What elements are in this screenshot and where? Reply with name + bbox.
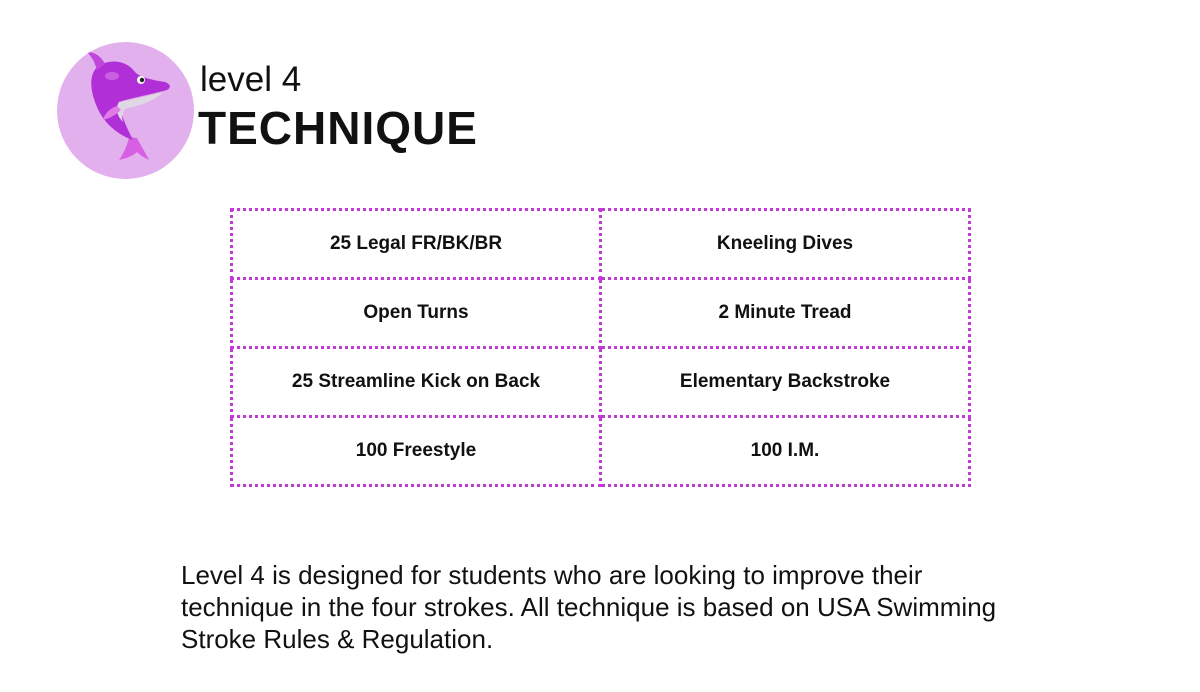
table-cell: 25 Legal FR/BK/BR — [232, 210, 601, 279]
table-cell: Elementary Backstroke — [601, 348, 970, 417]
table-row — [232, 279, 970, 348]
level-subtitle: level 4 — [200, 60, 302, 99]
table-row — [232, 348, 970, 417]
table-row — [232, 210, 970, 279]
table-cell: Kneeling Dives — [601, 210, 970, 279]
table-cell: 2 Minute Tread — [601, 279, 970, 348]
table-cell: 100 Freestyle — [232, 417, 601, 486]
level-description: Level 4 is designed for students who are looking to improve their technique in the four strokes. All technique is based on USA Swimming Stroke Rules & Regulation. — [181, 560, 997, 654]
dolphin-icon — [57, 42, 194, 179]
table-cell: 25 Streamline Kick on Back — [232, 348, 601, 417]
skills-table — [230, 208, 971, 487]
table-cell: 100 I.M. — [601, 417, 970, 486]
table-cell: Open Turns — [232, 279, 601, 348]
dolphin-logo — [57, 42, 194, 179]
page-title: TECHNIQUE — [198, 102, 478, 154]
table-row — [232, 417, 970, 486]
